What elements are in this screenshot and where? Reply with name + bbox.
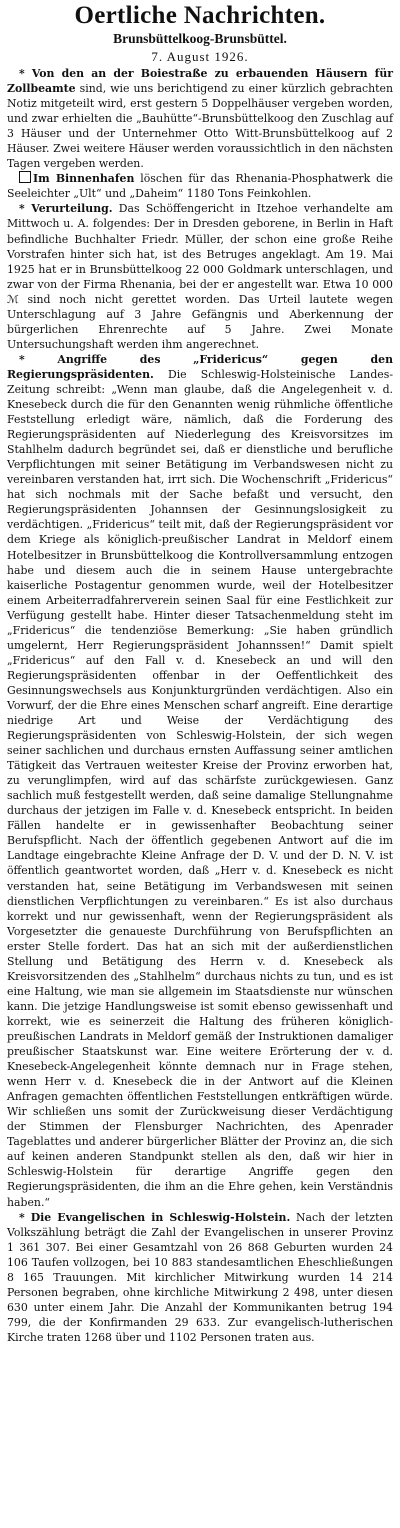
article-body: sind, wie uns berichtigend zu einer kürzlich gebrachten Notiz mitgeteilt wird, erst gestern 5 Doppelhäuser vergeben worden, und zwar erhielten die „Bauhütte“-Brunsbüttelkoog den Zuschlag auf 3 Häuser und der Unternehmer Otto Witt-Brunsbüttelkoog auf 2 Häuser. Zwei weitere Häuser werden voraussichtlich in den nächsten Tagen vergeben werden.	[7, 82, 393, 171]
article-body: Die Schleswig-Holsteinische Landes-Zeitung schreibt: „Wenn man glaube, daß die Angelegenheit v. d. Knesebeck durch die für den Genannten wenig rühmliche öffentliche Feststellung erledigt wäre, nämlich, daß die Forderung des Regierungspräsidenten auf Niederlegung des Kreisvorsitzes im Stahlhelm dadurch begründet sei, daß er dienstliche und berufliche Verpflichtungen mit seiner Betätigung im Verbandswesen nicht zu vereinbaren verstanden hat, irrt sich. Die Wochenschrift „Fridericus“ hat sich nochmals mit der Sache befaßt und versucht, den Regierungspräsidenten Johannsen der Gesinnungslosigkeit zu verdächtigen. „Fridericus“ teilt mit, daß der Regierungspräsident vor dem Kriege als königlich-preußischer Landrat in Meldorf einem Hotelbesitzer in Brunsbüttelkoog die Kontrollversammlung entzogen habe und diesem auch die in seinem Hause untergebrachte kaiserliche Postagentur genommen wurde, weil der Hotelbesitzer einem Arbeiterradfahrerverein seinen Saal für eine Festlichkeit zur Verfügung gestellt habe. Hinter dieser Tatsachenmeldung steht im „Fridericus“ die tendenziöse Bemerkung: „Sie haben gründlich umgelernt, Herr Regierungspräsident Johannssen!“ Damit spielt „Fridericus“ auf den Fall v. d. Knesebeck an und will den Regierungspräsidenten offenbar in der Oeffentlichkeit des Gesinnungswechsels aus Konjunkturgründen verdächtigen. Also ein Vorwurf, der die Ehre eines Menschen scharf angreift. Eine derartige niedrige Art und Weise der Verdächtigung des Regierungspräsidenten von Schleswig-Holstein, der sich wegen seiner sachlichen und durchaus ernsten Auffassung seiner amtlichen Tätigkeit das Vertrauen weitester Kreise der Provinz erworben hat, zu verunglimpfen, wird auf das schärfste zurückgewiesen. Ganz sachlich muß festgestellt werden, daß seine damalige Stellungnahme durchaus der jetzigen im Falle v. d. Knesebeck entspricht. In beiden Fällen handelte er in gewissenhafter Beobachtung seiner Berufspflicht. Nach der öffentlich gegebenen Antwort auf die im Landtage eingebrachte Kleine Anfrage der D. V. und der D. N. V. ist öffentlich geantwortet worden, daß „Herr v. d. Knesebeck es nicht verstanden hat, seine Betätigung im Verbandswesen mit seinen dienstlichen Verpflichtungen zu vereinbaren.“ Es ist also durchaus korrekt und nur gewissenhaft, wenn der Regierungspräsident als Vorgesetzter die genaueste Durchführung von Berufspflichten an erster Stelle fordert. Das hat an sich mit der außerdienstlichen Stellung und Betätigung des Herrn v. d. Knesebeck als Kreisvorsitzenden des „Stahlhelm“ durchaus nichts zu tun, und es ist eine Haltung, wie man sie allgemein im Staatsdienste nur wünschen kann. Die jetzige Handlungsweise ist somit ebenso gewissenhaft und korrekt, wie es seinerzeit die Haltung des früheren königlich-preußischen Landrats in Meldorf gemäß der Instruktionen damaliger preußischer Staatskunst war. Eine weitere Erörterung der v. d. Knesebeck-Angelegenheit könnte demnach nur in Frage stehen, wenn Herr v. d. Knesebeck die in der Antwort auf die Kleinen Anfragen gemachten öffentlichen Feststellungen entkräftigen würde. Wir schließen uns somit der Zurückweisung dieser Verdächtigung der Stimmen der Flensburger Nachrichten, des Apenrader Tageblattes und anderer bürgerlicher Blätter der Provinz an, die sich auf keinen anderen Standpunkt stellen als den, daß wir hier in Schleswig-Holstein für derartige Angriffe gegen den Regierungspräsidenten, die ihm an die Ehre gehen, kein Verständnis haben.“	[7, 367, 393, 1209]
article-zollbeamte-houses	[7, 66, 393, 171]
section-title: Oertliche Nachrichten.	[74, 2, 326, 29]
article-evangelische	[7, 1210, 393, 1345]
article-headline: Im Binnenhafen	[33, 172, 135, 186]
article-body: löschen für das Rhenania-Phosphatwerk die Seeleichter „Ult“ und „Daheim“ 1180 Tons Feinkohlen.	[7, 172, 393, 201]
section-subtitle: Brunsbüttelkoog-Brunsbüttel.	[113, 31, 287, 46]
article-headline: * Die Evangelischen in Schleswig-Holstein.	[19, 1210, 291, 1224]
article-headline: * Von den an der Boiestraße zu erbauenden Häusern für Zollbeamte	[7, 67, 393, 96]
article-binnenhafen	[7, 171, 393, 201]
article-headline: * Verurteilung.	[19, 202, 113, 216]
article-body: Das Schöffengericht in Itzehoe verhandelte am Mittwoch u. A. folgendes: Der in Dresden geborene, in Berlin in Haft befindliche Buchhalter Friedr. Müller, der schon eine große Reihe Vorstrafen hinter sich hat, ist des Betruges angeklagt. Am 19. Mai 1925 hat er in Brunsbüttelkoog 22 000 Goldmark unterschlagen, und zwar von der Firma Rhenania, bei der er angestellt war. Etwa 10 000 ℳ sind noch nicht gerettet worden. Das Urteil lautete wegen Unterschlagung auf 3 Jahre Gefängnis und Aberkennung der bürgerlichen Ehrenrechte auf 5 Jahre. Zwei Monate Untersuchungshaft werden ihm angerechnet.	[7, 202, 393, 351]
article-headline: * Angriffe des „Fridericus“ gegen den Regierungspräsidenten.	[7, 352, 393, 381]
article-verurteilung	[7, 201, 393, 351]
issue-date: 7. August 1926.	[151, 49, 249, 64]
square-marker-icon	[19, 171, 31, 183]
article-body: Nach der letzten Volkszählung beträgt die Zahl der Evangelischen in unserer Provinz 1 361 307. Bei einer Gesamtzahl von 26 868 Geburten wurden 24 106 Taufen vollzogen, bei 10 883 standesamtlichen Eheschließungen 8 165 Trauungen. Mit kirchlicher Mitwirkung wurden 14 214 Personen begraben, ohne kirchliche Mitwirkung 2 498, unter diesen 630 unter einem Jahr. Die Anzahl der Kommunikanten betrug 194 799, die der Konfirmanden 29 633. Zur evangelisch-lutherischen Kirche traten 1268 über und 1102 Personen traten aus.	[7, 1210, 394, 1344]
article-fridericus-attacks	[7, 352, 393, 1210]
